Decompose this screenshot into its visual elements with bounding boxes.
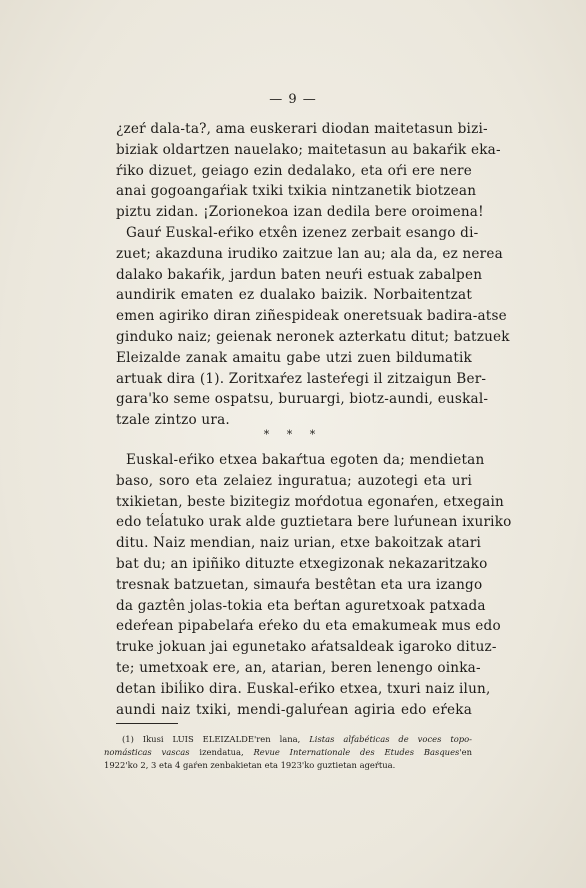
text-line: ŕiko dizuet, geiago ezin dedalako, eta oŕi ere nere [116,162,472,179]
text-line: aundirik ematen ez dualako baizik. Norbaitentzat [116,287,472,304]
main-text-upper [116,119,510,431]
footnote-title: nomásticas vascas [104,747,190,758]
section-separator: * * * [263,428,323,441]
text-line: ditu. Naiz mendian, naiz urian, etxe bakoitzak atari [116,535,482,552]
footnote-journal: Revue Internationale des Etudes Basques [253,747,460,758]
text-line: tzale zintzo ura. [116,412,230,429]
text-line: baso, soro eta zelaiez inguratua; auzotegi eta uri [116,472,472,489]
text-line: truke jokuan jai egunetako aŕatsaldeak igaroko dituz- [116,639,497,656]
footnote-text: (1) Ikusi LUIS ELEIZALDE'ren lana, [122,734,310,744]
text-line: Euskal-eŕiko etxea bakaŕtua egoten da; mendietan [126,452,485,468]
text-line: dalako bakaŕik, jardun baten neuŕi estuak zabalpen [116,266,483,283]
text-line: te; umetxoak ere, an, atarian, beren lenengo oinka- [116,659,481,676]
text-line: artuak dira (1). Zoritxaŕez lasteŕegi il zitzaigun Ber- [116,370,487,387]
text-line: emen agiriko diran ziñespideak oneretsuak badira-atse [116,308,507,325]
text-line: anai gogoangaŕiak txiki txikia nintzanetik biotzean [116,183,477,200]
text-line: da gaztên jolas-tokia eta beŕtan aguretxoak patxada [116,597,486,614]
text-line: tresnak batzuetan, simauŕa bestêtan eta ura izango [116,576,483,593]
footnote-text: izendatua, [189,747,254,758]
text-line: bat du; an ipiñiko dituzte etxegizonak nekazaritzako [116,555,488,572]
main-text-lower [116,450,512,720]
text-line: ginduko naiz; geienak neronek azterkatu ditut; batzuek [116,328,510,345]
footnote-line [104,733,472,746]
text-line: biziak oldartzen nauelako; maitetasun au bakaŕik eka- [116,141,501,158]
footnote-text: 'en [459,747,472,758]
text-line: txikietan, beste bizitegiz moŕdotua egonaŕen, etxegain [116,493,504,510]
text-line: gara'ko seme ospatsu, buruargi, biotz-aundi, euskal- [116,391,489,408]
text-line: ¿zeŕ dala-ta?, ama euskerari diodan maitetasun bizi- [116,121,488,137]
footnote [104,733,472,773]
text-line: edeŕean pipabelaŕa eŕeko du eta emakumeak mus edo [116,618,501,635]
text-line: Gauŕ Euskal-eŕiko etxên izenez zerbait esango di- [126,224,479,241]
page-number: — 9 — [269,92,317,107]
text-line: edo teĺatuko urak alde guztietara bere luŕunean ixuriko [116,514,512,531]
footnote-line [104,746,472,759]
footnote-line: 1922'ko 2, 3 eta 4 gaŕen zenbakietan eta 1923'ko guztietan ageŕtua. [104,760,396,771]
text-line: piztu zidan. ¡Zorionekoa izan dedila bere oroimena! [116,204,484,221]
footnote-title: Listas alfabéticas de voces topo- [309,734,472,744]
text-line: aundi naiz txiki, mendi-galuŕean agiria edo eŕeka [116,701,472,718]
text-line: Eleizalde zanak amaitu gabe utzi zuen bildumatik [116,349,472,366]
text-line: detan ibiĺiko dira. Euskal-eŕiko etxea, txuri naiz ilun, [116,680,491,697]
footnote-divider [116,723,178,724]
text-line: zuet; akazduna irudiko zaitzue lan au; ala da, ez nerea [116,245,503,262]
